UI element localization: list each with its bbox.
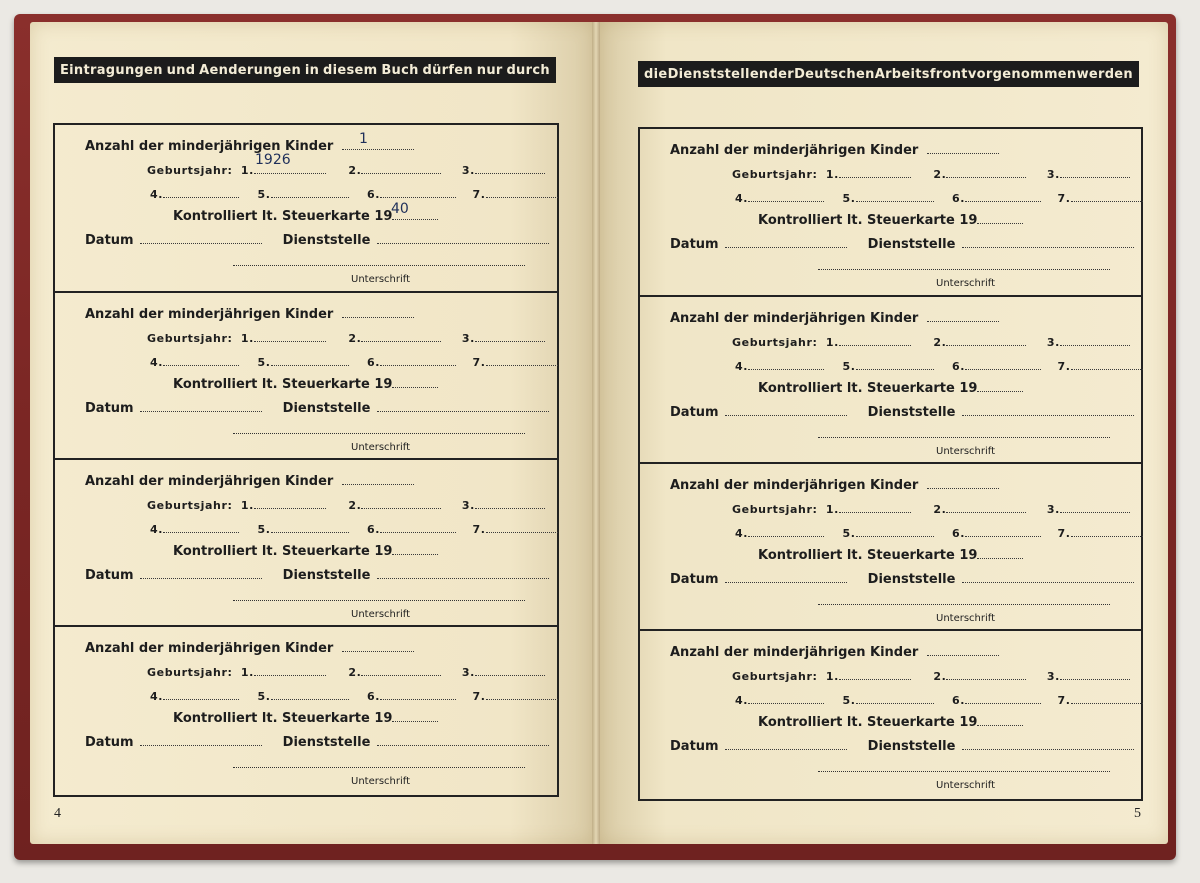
year-slot-4-field[interactable] [748,524,824,537]
dienststelle-field[interactable] [962,737,1134,750]
anzahl-label: Anzahl der minderjährigen Kinder [670,311,919,326]
dienststelle-field[interactable] [377,733,549,746]
handwritten-birth-year: 1926 [255,152,291,168]
year-slot-7-field[interactable] [486,353,558,366]
datum-field[interactable] [140,231,262,244]
left-form-frame [53,123,559,797]
unterschrift-label: Unterschrift [936,446,996,457]
dienststelle-label: Dienststelle [282,735,371,750]
banner-word: Arbeitsfront [874,66,968,82]
unterschrift-label: Unterschrift [936,780,996,791]
year-slot-1-label: 1. [825,336,839,349]
kontrolliert-label: Kontrolliert lt. Steuerkarte 19 [758,381,978,396]
book-spine [592,22,600,844]
anzahl-field[interactable] [342,137,414,150]
dienststelle-label: Dienststelle [282,401,371,416]
year-slot-7-field[interactable] [1071,524,1143,537]
datum-label: Datum [85,735,134,750]
year-slot-2-field[interactable] [361,496,441,509]
year-slot-6-label: 6. [366,188,381,201]
banner-word: Dienststellen [667,66,769,82]
year-slot-4-field[interactable] [163,520,239,533]
anzahl-field[interactable] [342,472,414,485]
year-slot-3-field[interactable] [1060,333,1130,346]
year-slot-3-label: 3. [461,499,475,512]
year-slot-3-label: 3. [1046,503,1060,516]
unterschrift-label: Unterschrift [351,442,411,453]
dienststelle-label: Dienststelle [867,739,956,754]
right-child-entry-block-1 [640,129,1141,297]
year-slot-4-field[interactable] [748,357,824,370]
year-slot-3-label: 3. [461,332,475,345]
year-slot-1-label: 1. [240,666,254,679]
banner-word: Aenderungen [199,62,302,78]
year-slot-3-label: 3. [1046,670,1060,683]
year-slot-1-label: 1. [240,164,254,177]
year-slot-4-label: 4. [150,188,164,201]
banner-word: Deutschen [794,66,875,82]
signature-line[interactable] [233,433,525,434]
year-slot-2-label: 2. [348,164,362,177]
year-slot-1-label: 1. [240,499,254,512]
year-slot-2-label: 2. [933,168,947,181]
year-slot-6-field[interactable] [380,185,456,198]
left-child-entry-block-2 [55,293,557,460]
kontrolliert-label: Kontrolliert lt. Steuerkarte 19 [758,548,978,563]
unterschrift-label: Unterschrift [936,278,996,289]
year-slot-4-label: 4. [735,360,749,373]
anzahl-field[interactable] [927,309,999,322]
year-slot-5-field[interactable] [856,189,934,202]
signature-line[interactable] [818,269,1110,270]
datum-label: Datum [85,233,134,248]
year-slot-5-label: 5. [257,690,271,703]
year-slot-2-field[interactable] [946,667,1026,680]
right-child-entry-block-3 [640,464,1141,631]
datum-label: Datum [670,572,719,587]
year-slot-1-label: 1. [825,670,839,683]
banner-word: vorgenommen [967,66,1077,82]
right-child-entry-block-4 [640,631,1141,799]
dienststelle-field[interactable] [962,403,1134,416]
dienststelle-label: Dienststelle [867,572,956,587]
year-slot-3-field[interactable] [475,663,545,676]
year-slot-7-field[interactable] [1071,691,1143,704]
datum-field[interactable] [725,403,847,416]
year-slot-6-label: 6. [951,694,966,707]
signature-line[interactable] [818,771,1110,772]
year-slot-6-label: 6. [366,690,381,703]
year-slot-2-field[interactable] [361,663,441,676]
year-slot-5-field[interactable] [271,185,349,198]
year-slot-1-field[interactable] [254,496,326,509]
year-slot-4-label: 4. [150,690,164,703]
year-slot-4-field[interactable] [163,353,239,366]
dienststelle-label: Dienststelle [282,568,371,583]
year-slot-5-field[interactable] [856,524,934,537]
year-slot-7-field[interactable] [1071,189,1143,202]
banner-word: nur [476,62,503,78]
year-slot-1-field[interactable] [839,165,911,178]
year-slot-3-field[interactable] [475,161,545,174]
year-slot-5-label: 5. [257,188,271,201]
year-slot-7-label: 7. [1057,527,1071,540]
unterschrift-label: Unterschrift [351,776,411,787]
year-slot-5-field[interactable] [271,520,349,533]
year-slot-7-label: 7. [1057,360,1071,373]
left-child-entry-block-3 [55,460,557,627]
steuerkarte-year-field[interactable] [977,713,1023,726]
year-slot-6-field[interactable] [380,353,456,366]
year-slot-4-label: 4. [150,356,164,369]
datum-field[interactable] [140,733,262,746]
signature-line[interactable] [233,767,525,768]
right-banner [638,61,1139,87]
year-slot-1-field[interactable] [839,333,911,346]
geburtsjahr-label: Geburtsjahr: [147,164,233,177]
year-slot-3-field[interactable] [1060,165,1130,178]
handwritten-kinder-count: 1 [359,131,368,147]
year-slot-7-label: 7. [472,690,486,703]
year-slot-1-field[interactable] [839,667,911,680]
datum-label: Datum [85,568,134,583]
year-slot-3-label: 3. [1046,168,1060,181]
handwritten-steuerkarte-year: 40 [391,201,409,217]
dienststelle-field[interactable] [962,570,1134,583]
datum-field[interactable] [140,566,262,579]
banner-word: Eintragungen [60,62,163,78]
right-form-frame [638,127,1143,801]
year-slot-2-label: 2. [348,666,362,679]
year-slot-5-field[interactable] [271,687,349,700]
year-slot-5-label: 5. [842,527,856,540]
signature-line[interactable] [818,437,1110,438]
geburtsjahr-label: Geburtsjahr: [732,670,818,683]
steuerkarte-year-field[interactable] [977,379,1023,392]
banner-word: werden [1076,66,1133,82]
year-slot-4-label: 4. [735,694,749,707]
year-slot-4-field[interactable] [163,185,239,198]
year-slot-3-label: 3. [461,164,475,177]
banner-word: und [166,62,196,78]
unterschrift-label: Unterschrift [351,274,411,285]
year-slot-2-field[interactable] [361,161,441,174]
dienststelle-label: Dienststelle [282,233,371,248]
anzahl-label: Anzahl der minderjährigen Kinder [85,474,334,489]
year-slot-3-field[interactable] [475,329,545,342]
banner-word: Buch [381,62,419,78]
year-slot-5-label: 5. [842,192,856,205]
year-slot-3-field[interactable] [1060,500,1130,513]
anzahl-field[interactable] [927,643,999,656]
year-slot-7-label: 7. [472,523,486,536]
year-slot-6-field[interactable] [380,687,456,700]
year-slot-2-field[interactable] [946,165,1026,178]
anzahl-field[interactable] [342,639,414,652]
year-slot-5-label: 5. [842,694,856,707]
anzahl-label: Anzahl der minderjährigen Kinder [85,641,334,656]
banner-word: dürfen [422,62,473,78]
banner-word: der [768,66,795,82]
year-slot-6-label: 6. [951,360,966,373]
year-slot-4-field[interactable] [163,687,239,700]
dienststelle-label: Dienststelle [867,405,956,420]
year-slot-5-label: 5. [842,360,856,373]
anzahl-label: Anzahl der minderjährigen Kinder [670,645,919,660]
year-slot-6-label: 6. [951,192,966,205]
steuerkarte-year-field[interactable] [977,546,1023,559]
year-slot-4-label: 4. [150,523,164,536]
kontrolliert-label: Kontrolliert lt. Steuerkarte 19 [758,213,978,228]
datum-label: Datum [670,739,719,754]
dienststelle-field[interactable] [377,566,549,579]
year-slot-1-field[interactable] [839,500,911,513]
geburtsjahr-label: Geburtsjahr: [147,332,233,345]
datum-field[interactable] [725,737,847,750]
year-slot-7-field[interactable] [486,185,558,198]
year-slot-1-label: 1. [825,503,839,516]
year-slot-6-field[interactable] [965,189,1041,202]
year-slot-4-field[interactable] [748,691,824,704]
right-child-entry-block-2 [640,297,1141,464]
banner-word: die [644,66,668,82]
banner-word: durch [506,62,550,78]
left-child-entry-block-4 [55,627,557,795]
banner-word: diesem [323,62,378,78]
datum-label: Datum [85,401,134,416]
year-slot-6-label: 6. [366,356,381,369]
year-slot-7-field[interactable] [486,520,558,533]
year-slot-4-field[interactable] [748,189,824,202]
unterschrift-label: Unterschrift [936,613,996,624]
signature-line[interactable] [233,265,525,266]
year-slot-1-label: 1. [825,168,839,181]
kontrolliert-label: Kontrolliert lt. Steuerkarte 19 [173,377,393,392]
year-slot-5-field[interactable] [856,357,934,370]
page-number-left: 4 [54,806,61,821]
year-slot-7-field[interactable] [486,687,558,700]
year-slot-3-label: 3. [1046,336,1060,349]
year-slot-1-label: 1. [240,332,254,345]
datum-label: Datum [670,405,719,420]
anzahl-field[interactable] [927,476,999,489]
year-slot-6-label: 6. [951,527,966,540]
year-slot-5-label: 5. [257,523,271,536]
dienststelle-label: Dienststelle [867,237,956,252]
unterschrift-label: Unterschrift [351,609,411,620]
anzahl-label: Anzahl der minderjährigen Kinder [670,478,919,493]
year-slot-7-label: 7. [1057,694,1071,707]
year-slot-4-label: 4. [735,192,749,205]
dienststelle-field[interactable] [377,399,549,412]
steuerkarte-year-field[interactable] [977,211,1023,224]
year-slot-3-field[interactable] [1060,667,1130,680]
year-slot-7-label: 7. [1057,192,1071,205]
anzahl-label: Anzahl der minderjährigen Kinder [85,307,334,322]
datum-field[interactable] [140,399,262,412]
year-slot-2-label: 2. [933,670,947,683]
steuerkarte-year-field[interactable] [392,375,438,388]
geburtsjahr-label: Geburtsjahr: [732,336,818,349]
anzahl-field[interactable] [927,141,999,154]
year-slot-6-field[interactable] [380,520,456,533]
year-slot-7-field[interactable] [1071,357,1143,370]
steuerkarte-year-field[interactable] [392,709,438,722]
kontrolliert-label: Kontrolliert lt. Steuerkarte 19 [173,711,393,726]
year-slot-6-label: 6. [366,523,381,536]
year-slot-5-field[interactable] [271,353,349,366]
year-slot-4-label: 4. [735,527,749,540]
year-slot-2-label: 2. [348,332,362,345]
datum-field[interactable] [725,235,847,248]
year-slot-2-field[interactable] [946,500,1026,513]
year-slot-6-field[interactable] [965,524,1041,537]
geburtsjahr-label: Geburtsjahr: [147,499,233,512]
dienststelle-field[interactable] [377,231,549,244]
year-slot-3-label: 3. [461,666,475,679]
anzahl-label: Anzahl der minderjährigen Kinder [670,143,919,158]
banner-word: in [304,62,320,78]
year-slot-2-field[interactable] [946,333,1026,346]
steuerkarte-year-field[interactable] [392,542,438,555]
year-slot-7-label: 7. [472,356,486,369]
year-slot-1-field[interactable] [254,663,326,676]
datum-field[interactable] [725,570,847,583]
anzahl-field[interactable] [342,305,414,318]
year-slot-2-label: 2. [933,336,947,349]
left-child-entry-block-1 [55,125,557,293]
year-slot-5-field[interactable] [856,691,934,704]
signature-line[interactable] [818,604,1110,605]
datum-label: Datum [670,237,719,252]
year-slot-1-field[interactable] [254,329,326,342]
year-slot-2-label: 2. [348,499,362,512]
year-slot-5-label: 5. [257,356,271,369]
page-number-right: 5 [1134,806,1141,821]
kontrolliert-label: Kontrolliert lt. Steuerkarte 19 [758,715,978,730]
year-slot-3-field[interactable] [475,496,545,509]
signature-line[interactable] [233,600,525,601]
year-slot-2-field[interactable] [361,329,441,342]
anzahl-label: Anzahl der minderjährigen Kinder [85,139,334,154]
kontrolliert-label: Kontrolliert lt. Steuerkarte 19 [173,544,393,559]
dienststelle-field[interactable] [962,235,1134,248]
year-slot-2-label: 2. [933,503,947,516]
geburtsjahr-label: Geburtsjahr: [147,666,233,679]
geburtsjahr-label: Geburtsjahr: [732,168,818,181]
geburtsjahr-label: Geburtsjahr: [732,503,818,516]
kontrolliert-label: Kontrolliert lt. Steuerkarte 19 [173,209,393,224]
year-slot-7-label: 7. [472,188,486,201]
left-banner [54,57,556,83]
year-slot-6-field[interactable] [965,691,1041,704]
year-slot-6-field[interactable] [965,357,1041,370]
